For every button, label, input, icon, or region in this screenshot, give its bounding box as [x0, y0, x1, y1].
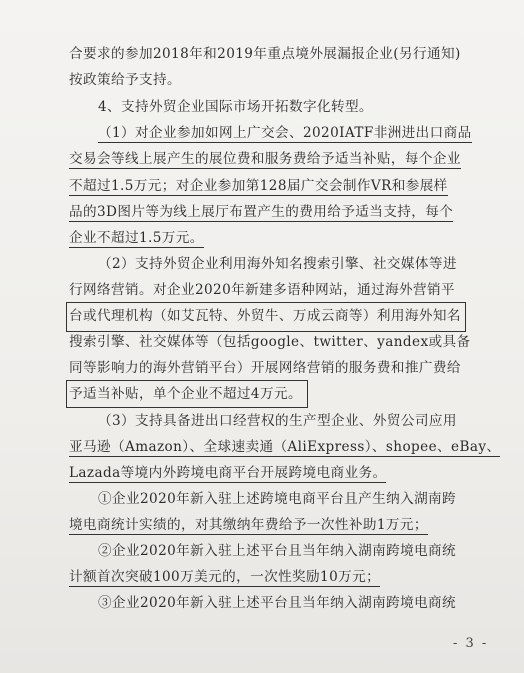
- text-line: 计额首次突破100万美元的，一次性奖励10万元；: [69, 569, 381, 585]
- text-line: 亚马逊（Amazon）、全球速卖通（AliExpress）、shopee、eBay、: [69, 439, 501, 455]
- text-line: （2）支持外贸企业利用海外知名搜索引擎、社交媒体等进: [98, 256, 457, 272]
- text-line: ①企业2020年新入驻上述跨境电商平台且产生纳入湖南跨: [98, 491, 457, 507]
- text-line: Lazada等境内外跨境电商平台开展跨境电商业务。: [69, 465, 387, 481]
- text-line: （1）对企业参加如网上广交会、2020IATF非洲进出口商品: [98, 125, 472, 141]
- text-line: 予适当补贴，单个企业不超过4万元。: [69, 386, 302, 402]
- text-line: 合要求的参加2018年和2019年重点境外展漏报企业(另行通知): [69, 46, 461, 62]
- text-line: 不超过1.5万元；对企业参加第128届广交会制作VR和参展样: [69, 178, 448, 194]
- text-line: 搜索引擎、社交媒体等（包括google、twitter、yandex或具备: [69, 334, 471, 350]
- text-line: 同等影响力的海外营销平台）开展网络营销的服务费和推广费给: [69, 360, 461, 376]
- page-number: - 3 -: [453, 636, 489, 651]
- text-line: 境电商统计实绩的，对其缴纳年费给予一次性补助1万元；: [69, 517, 428, 533]
- text-line: 企业不超过1.5万元。: [69, 230, 204, 246]
- text-line: 按政策给予支持。: [69, 72, 181, 88]
- text-line: （3）支持具备进出口经营权的生产型企业、外贸公司应用: [98, 413, 457, 429]
- text-line: ③企业2020年新入驻上述平台且当年纳入湖南跨境电商统: [98, 595, 457, 611]
- text-line: 行网络营销。对企业2020年新建多语种网站，通过海外营销平: [69, 282, 456, 298]
- text-line: 交易会等线上展产生的展位费和服务费给予适当补贴，每个企业: [69, 151, 461, 167]
- text-line: ②企业2020年新入驻上述平台且当年纳入湖南跨境电商统: [98, 543, 457, 559]
- section-heading: 4、支持外贸企业国际市场开拓数字化转型。: [98, 99, 373, 115]
- text-line: 品的3D图片等为线上展厅布置产生的费用给予适当支持，每个: [69, 204, 454, 220]
- text-line: 台或代理机构（如艾瓦特、外贸牛、万成云商等）利用海外知名: [69, 308, 461, 324]
